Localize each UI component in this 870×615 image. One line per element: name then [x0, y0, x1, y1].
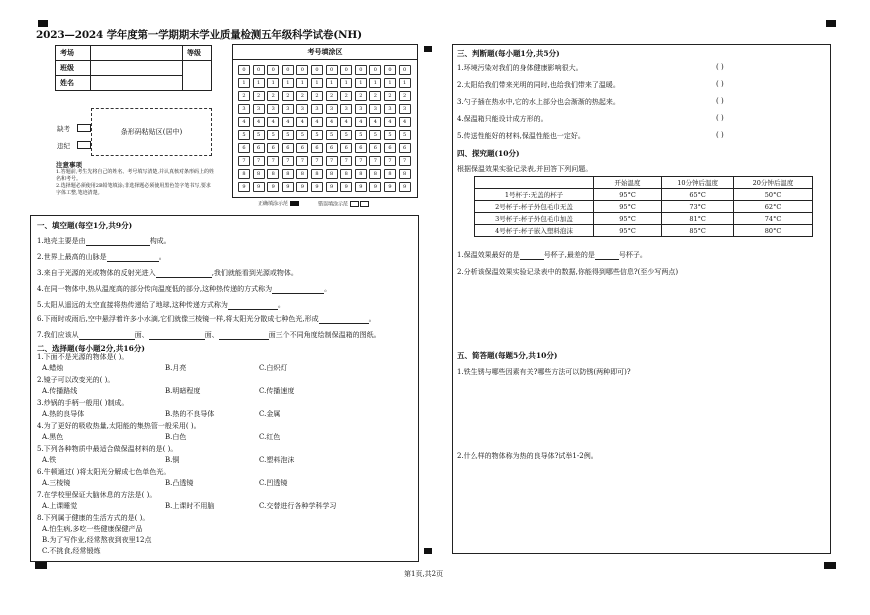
digit-bubble[interactable]: 9: [253, 182, 265, 192]
choice-option[interactable]: A.上课睡觉: [42, 502, 78, 510]
digit-bubble[interactable]: 7: [384, 156, 396, 166]
class-label: 班级: [56, 61, 91, 76]
digit-bubble[interactable]: 8: [326, 169, 338, 179]
section4-intro: 根据保温效果实验记录表,并回答下列问题。: [457, 165, 593, 173]
table-cell: 73°C: [662, 201, 734, 213]
digit-bubble[interactable]: 4: [369, 117, 381, 127]
choice-option[interactable]: A.传播路线: [42, 387, 78, 395]
fold-mark-bottom: [424, 548, 432, 554]
violation-label: 违纪: [57, 142, 70, 150]
digit-bubble[interactable]: 3: [384, 104, 396, 114]
digit-bubble[interactable]: 9: [399, 182, 411, 192]
digit-bubble[interactable]: 1: [369, 78, 381, 88]
section5-heading: 五、简答题(每题5分,共10分): [457, 351, 558, 360]
digit-bubble[interactable]: 6: [296, 143, 308, 153]
candidate-info-table: [55, 45, 212, 91]
fill-question-7: 7.我们应该从 面、 面、 面三个不同角度绘制保温箱的图纸。: [37, 331, 381, 339]
fill-blank[interactable]: [156, 277, 212, 278]
violation-checkbox[interactable]: [77, 141, 91, 149]
choice-option[interactable]: C.白炽灯: [259, 364, 288, 372]
digit-bubble[interactable]: 0: [355, 65, 367, 75]
digit-bubble[interactable]: 5: [282, 130, 294, 140]
digit-column: [339, 65, 353, 195]
digit-bubble[interactable]: 2: [399, 91, 411, 101]
judge-answer-parens[interactable]: ( ): [716, 80, 724, 88]
table-cell: 95°C: [594, 201, 662, 213]
digit-bubble[interactable]: 5: [253, 130, 265, 140]
absent-checkbox[interactable]: [77, 124, 91, 132]
digit-bubble[interactable]: 1: [340, 78, 352, 88]
digit-bubble[interactable]: 2: [340, 91, 352, 101]
choice-question-6: 6.牛顿通过( )将太阳光分解成七色单色光。: [37, 468, 171, 476]
digit-bubble[interactable]: 0: [369, 65, 381, 75]
section1-heading: 一、填空题(每空1分,共9分): [37, 221, 133, 230]
absent-label: 缺考: [57, 125, 70, 133]
wrong-fill-legend: [318, 201, 369, 209]
digit-bubble[interactable]: 9: [355, 182, 367, 192]
table-cell: 80°C: [734, 225, 813, 237]
digit-bubble[interactable]: 4: [253, 117, 265, 127]
digit-bubble[interactable]: 3: [355, 104, 367, 114]
digit-bubble[interactable]: 3: [253, 104, 265, 114]
digit-bubble[interactable]: 2: [253, 91, 265, 101]
barcode-area: 条形码粘贴区(居中): [91, 108, 212, 156]
digit-bubble[interactable]: 8: [355, 169, 367, 179]
choice-option[interactable]: B.白色: [165, 433, 187, 441]
digit-bubble[interactable]: 2: [326, 91, 338, 101]
digit-bubble[interactable]: 7: [399, 156, 411, 166]
fill-question-4: 4.在同一物体中,热从温度高的部分传向温度低的部分,这种热传递的方式称为 。: [37, 285, 332, 293]
digit-bubble[interactable]: 1: [296, 78, 308, 88]
digit-bubble[interactable]: 3: [267, 104, 279, 114]
judge-question-3: 3.勺子插在热水中,它的水上部分也会渐渐的热起来。: [457, 98, 620, 106]
digit-bubble[interactable]: 9: [369, 182, 381, 192]
digit-bubble[interactable]: 9: [296, 182, 308, 192]
judge-answer-parens[interactable]: ( ): [716, 97, 724, 105]
choice-option[interactable]: B.月亮: [165, 364, 187, 372]
digit-bubble[interactable]: 3: [282, 104, 294, 114]
notes-heading: 注意事项: [56, 161, 82, 169]
fill-blank[interactable]: [319, 323, 369, 324]
choice-option[interactable]: A.怕生病,多吃一些健康保健产品: [42, 525, 143, 533]
choice-option[interactable]: C.金属: [259, 410, 281, 418]
digit-column: [237, 65, 251, 195]
choice-option[interactable]: B.为了写作业,经常熬夜到夜里12点: [42, 536, 152, 544]
digit-bubble[interactable]: 0: [238, 65, 250, 75]
digit-bubble[interactable]: 5: [369, 130, 381, 140]
digit-bubble[interactable]: 7: [282, 156, 294, 166]
digit-bubble[interactable]: 1: [326, 78, 338, 88]
digit-bubble[interactable]: 4: [282, 117, 294, 127]
digit-bubble[interactable]: 7: [311, 156, 323, 166]
digit-bubble[interactable]: 3: [296, 104, 308, 114]
digit-bubble[interactable]: 0: [311, 65, 323, 75]
choice-question-1: 1.下面不是光源的物体是( )。: [37, 353, 129, 361]
section2-heading: 二、选择题(每小题2分,共16分): [37, 344, 145, 353]
choice-option[interactable]: B.凸透镜: [165, 479, 194, 487]
digit-bubble[interactable]: 0: [253, 65, 265, 75]
fill-blank[interactable]: [272, 293, 324, 294]
digit-bubble[interactable]: 4: [355, 117, 367, 127]
digit-bubble[interactable]: 5: [355, 130, 367, 140]
digit-bubble[interactable]: 0: [282, 65, 294, 75]
table-row: [475, 201, 813, 213]
fill-question-5: 5.太阳从遥远的太空直接将热传递给了地球,这种传递方式称为 。: [37, 301, 285, 309]
choice-question-4: 4.为了更好的吸收热量,太阳能的集热管一般采用( )。: [37, 422, 201, 430]
digit-bubble[interactable]: 1: [399, 78, 411, 88]
fill-question-2: 2.世界上最高的山脉是 。: [37, 253, 166, 261]
short-answer-question-2: 2.什么样的物体称为热的良导体?试举1-2例。: [457, 452, 598, 460]
choice-option[interactable]: C.塑料泡沫: [259, 456, 295, 464]
choice-option[interactable]: A.铁: [42, 456, 57, 464]
choice-option[interactable]: A.三棱镜: [42, 479, 71, 487]
digit-bubble[interactable]: 7: [355, 156, 367, 166]
digit-column: [325, 65, 339, 195]
choice-question-8: 8.下列属于健康的生活方式的是( )。: [37, 514, 150, 522]
wrong-fill-sample-2: [360, 201, 369, 207]
class-field[interactable]: [91, 61, 183, 76]
short-answer-question-1: 1.铁生锈与哪些因素有关?哪些方法可以防锈(两种即可)?: [457, 368, 631, 376]
grade-level-field[interactable]: [183, 61, 212, 91]
judge-answer-parens[interactable]: ( ): [716, 114, 724, 122]
notes-line-2: 2.选择题必须使用2B铅笔填涂;非选择题必须使用黑色签字笔书写,要求字体工整,笔迹清楚。: [56, 183, 211, 196]
choice-option[interactable]: C.红色: [259, 433, 281, 441]
judge-question-4: 4.保温箱只能设计成方形的。: [457, 115, 548, 123]
fill-question-6: 6.下雨时或雨后,空中悬浮着许多小水滴,它们就像三棱镜一样,将太阳光分散成七种色光,形成 。: [37, 315, 376, 323]
exam-number-area: [232, 44, 418, 198]
table-row: [475, 189, 813, 201]
digit-bubble[interactable]: 8: [399, 169, 411, 179]
digit-bubble[interactable]: 0: [399, 65, 411, 75]
digit-bubble[interactable]: 7: [296, 156, 308, 166]
digit-bubble[interactable]: 8: [384, 169, 396, 179]
judge-question-2: 2.太阳给我们带来光明的同时,也给我们带来了温暖。: [457, 81, 620, 89]
digit-column: [368, 65, 382, 195]
digit-bubble[interactable]: 4: [326, 117, 338, 127]
digit-bubble[interactable]: 9: [384, 182, 396, 192]
digit-bubble[interactable]: 3: [399, 104, 411, 114]
digit-bubble[interactable]: 6: [340, 143, 352, 153]
digit-bubble[interactable]: 6: [384, 143, 396, 153]
corner-mark-bottom-right: [824, 562, 836, 569]
table-cell: 1号杯子:无盖的杯子: [475, 189, 594, 201]
fill-question-1: 1.地壳主要是由 构成。: [37, 237, 171, 245]
digit-bubble[interactable]: 2: [311, 91, 323, 101]
table-cell: 2号杯子:杯子外包毛巾无盖: [475, 201, 594, 213]
digit-bubble[interactable]: 4: [267, 117, 279, 127]
digit-bubble[interactable]: 8: [238, 169, 250, 179]
fill-question-3: 3.来自于光源的光或物体的反射光进入 ,我们就能看到光源或物体。: [37, 269, 298, 277]
digit-bubble[interactable]: 8: [253, 169, 265, 179]
table-cell: 3号杯子:杯子外包毛巾加盖: [475, 213, 594, 225]
table-header-cell: 20分钟后温度: [734, 177, 813, 189]
digit-column: [295, 65, 309, 195]
choice-option[interactable]: A.蜡烛: [42, 364, 64, 372]
table-cell: 4号杯子:杯子嵌入塑料泡沫: [475, 225, 594, 237]
choice-option[interactable]: B.铜: [165, 456, 180, 464]
explore-question-1: 1.保温效果最好的是 号杯子,最差的是 号杯子。: [457, 251, 647, 259]
wrong-fill-sample-1: [350, 201, 359, 207]
fill-blank[interactable]: [107, 261, 159, 262]
digit-bubble[interactable]: 0: [267, 65, 279, 75]
choice-question-7: 7.在学校里保证大脑休息的方法是( )。: [37, 491, 157, 499]
digit-bubble[interactable]: 3: [311, 104, 323, 114]
digit-bubble[interactable]: 1: [238, 78, 250, 88]
digit-column: [398, 65, 412, 195]
table-header-cell: 开始温度: [594, 177, 662, 189]
digit-bubble[interactable]: 6: [369, 143, 381, 153]
digit-bubble[interactable]: 8: [267, 169, 279, 179]
judge-answer-parens[interactable]: ( ): [716, 63, 724, 71]
fill-blank[interactable]: [520, 259, 544, 260]
digit-bubble[interactable]: 8: [282, 169, 294, 179]
fill-blank[interactable]: [219, 339, 269, 340]
section3-heading: 三、判断题(每小题1分,共5分): [457, 49, 560, 58]
digit-bubble[interactable]: 3: [238, 104, 250, 114]
digit-bubble[interactable]: 1: [355, 78, 367, 88]
wrong-fill-label: 错误填涂示范: [318, 201, 349, 208]
correct-fill-legend: [258, 201, 299, 208]
choice-option[interactable]: A.热的良导体: [42, 410, 85, 418]
judge-question-5: 5.传送性能好的材料,保温性能也一定好。: [457, 132, 585, 140]
digit-bubble[interactable]: 9: [238, 182, 250, 192]
fill-blank[interactable]: [79, 339, 135, 340]
choice-question-2: 2.镜子可以改变光的( )。: [37, 376, 115, 384]
corner-mark-bottom-left: [35, 562, 47, 569]
choice-option[interactable]: C.交替进行各种学科学习: [259, 502, 337, 510]
digit-bubble[interactable]: 5: [267, 130, 279, 140]
digit-column: [252, 65, 266, 195]
digit-bubble[interactable]: 4: [399, 117, 411, 127]
correct-fill-sample: [290, 201, 299, 206]
choice-option[interactable]: B.上课时不用脑: [165, 502, 215, 510]
digit-bubble[interactable]: 5: [326, 130, 338, 140]
explore-question-2: 2.分析该保温效果实验记录表中的数据,你能得到哪些信息?(至少写两点): [457, 268, 679, 276]
digit-bubble[interactable]: 0: [384, 65, 396, 75]
digit-bubble[interactable]: 5: [384, 130, 396, 140]
digit-column: [383, 65, 397, 195]
digit-bubble[interactable]: 5: [238, 130, 250, 140]
digit-bubble[interactable]: 2: [267, 91, 279, 101]
table-cell: 95°C: [594, 225, 662, 237]
table-cell: 62°C: [734, 201, 813, 213]
digit-bubble[interactable]: 6: [399, 143, 411, 153]
digit-bubble[interactable]: 7: [253, 156, 265, 166]
digit-bubble[interactable]: 9: [340, 182, 352, 192]
choice-option[interactable]: B.明暗程度: [165, 387, 201, 395]
fold-mark-top: [424, 46, 432, 52]
digit-bubble[interactable]: 2: [369, 91, 381, 101]
choice-option[interactable]: C.不挑食,经常锻炼: [42, 547, 101, 555]
digit-bubble[interactable]: 9: [311, 182, 323, 192]
digit-bubble[interactable]: 7: [326, 156, 338, 166]
table-cell: 81°C: [662, 213, 734, 225]
corner-mark-top-left: [38, 20, 48, 27]
digit-bubble[interactable]: 6: [355, 143, 367, 153]
digit-column: [281, 65, 295, 195]
name-field[interactable]: [91, 76, 183, 91]
digit-bubble[interactable]: 8: [311, 169, 323, 179]
digit-bubble[interactable]: 9: [282, 182, 294, 192]
digit-bubble[interactable]: 8: [369, 169, 381, 179]
digit-bubble[interactable]: 5: [340, 130, 352, 140]
digit-column: [310, 65, 324, 195]
page-title: 2023—2024 学年度第一学期期末学业质量检测五年级科学试卷(NH): [36, 29, 362, 41]
fill-blank[interactable]: [149, 339, 205, 340]
digit-bubble[interactable]: 1: [267, 78, 279, 88]
digit-bubble[interactable]: 9: [267, 182, 279, 192]
digit-bubble[interactable]: 8: [296, 169, 308, 179]
exam-room-label: 考场: [56, 46, 91, 61]
digit-bubble[interactable]: 3: [326, 104, 338, 114]
exam-room-field[interactable]: [91, 46, 183, 61]
digit-bubble[interactable]: 0: [340, 65, 352, 75]
insulation-record-table: [474, 176, 813, 237]
digit-bubble[interactable]: 6: [311, 143, 323, 153]
table-cell: 95°C: [594, 213, 662, 225]
digit-bubble[interactable]: 5: [311, 130, 323, 140]
digit-bubble[interactable]: 7: [238, 156, 250, 166]
digit-bubble[interactable]: 6: [238, 143, 250, 153]
choice-option[interactable]: B.热的不良导体: [165, 410, 215, 418]
digit-bubble[interactable]: 2: [282, 91, 294, 101]
choice-question-5: 5.下列各种物质中最适合做保温材料的是( )。: [37, 445, 178, 453]
notes-line-1: 1.答题前,考生先将自己的姓名、考号填写清楚,并认真核对条形码上的姓名和考号。: [56, 169, 214, 182]
digit-bubble[interactable]: 6: [282, 143, 294, 153]
digit-bubble[interactable]: 5: [296, 130, 308, 140]
fill-blank[interactable]: [86, 245, 150, 246]
digit-bubble[interactable]: 2: [384, 91, 396, 101]
table-header-cell: [475, 177, 594, 189]
correct-fill-label: 正确填涂示范: [258, 201, 289, 207]
digit-bubble[interactable]: 6: [267, 143, 279, 153]
digit-bubble[interactable]: 7: [340, 156, 352, 166]
digit-column: [354, 65, 368, 195]
digit-bubble[interactable]: 4: [238, 117, 250, 127]
digit-bubble[interactable]: 6: [253, 143, 265, 153]
judge-answer-parens[interactable]: ( ): [716, 131, 724, 139]
fill-blank[interactable]: [595, 259, 619, 260]
table-cell: 65°C: [662, 189, 734, 201]
table-row: [475, 213, 813, 225]
table-cell: 50°C: [734, 189, 813, 201]
table-cell: 74°C: [734, 213, 813, 225]
exam-number-heading: 考号填涂区: [233, 45, 417, 60]
choice-question-3: 3.炒锅的手柄一般用( )制成。: [37, 399, 129, 407]
fill-blank[interactable]: [228, 309, 278, 310]
digit-bubble[interactable]: 2: [238, 91, 250, 101]
table-cell: 95°C: [594, 189, 662, 201]
digit-bubble[interactable]: 4: [311, 117, 323, 127]
table-header-cell: 10分钟后温度: [662, 177, 734, 189]
table-row: [475, 225, 813, 237]
digit-bubble[interactable]: 4: [296, 117, 308, 127]
name-label: 姓名: [56, 76, 91, 91]
digit-bubble[interactable]: 7: [369, 156, 381, 166]
digit-bubble[interactable]: 2: [355, 91, 367, 101]
grade-level-label: 等级: [183, 46, 212, 61]
section4-heading: 四、探究题(10分): [457, 149, 520, 158]
digit-bubble[interactable]: 0: [296, 65, 308, 75]
digit-bubble[interactable]: 1: [384, 78, 396, 88]
digit-bubble[interactable]: 6: [326, 143, 338, 153]
choice-option[interactable]: C.传播速度: [259, 387, 295, 395]
notes: [56, 160, 214, 197]
digit-bubble[interactable]: 4: [384, 117, 396, 127]
corner-mark-top-right: [826, 20, 836, 27]
digit-column: [266, 65, 280, 195]
digit-bubble[interactable]: 8: [340, 169, 352, 179]
digit-bubble[interactable]: 1: [311, 78, 323, 88]
digit-bubble[interactable]: 3: [340, 104, 352, 114]
digit-bubble[interactable]: 2: [296, 91, 308, 101]
digit-bubble[interactable]: 0: [326, 65, 338, 75]
page-footer: 第1页,共2页: [404, 570, 444, 578]
digit-bubble[interactable]: 1: [282, 78, 294, 88]
digit-bubble[interactable]: 5: [399, 130, 411, 140]
digit-bubble[interactable]: 9: [326, 182, 338, 192]
choice-option[interactable]: A.黑色: [42, 433, 64, 441]
table-cell: 85°C: [662, 225, 734, 237]
digit-bubble[interactable]: 4: [340, 117, 352, 127]
digit-bubble[interactable]: 7: [267, 156, 279, 166]
digit-bubble[interactable]: 1: [253, 78, 265, 88]
judge-question-1: 1.环境污染对我们的身体健康影响很大。: [457, 64, 583, 72]
choice-option[interactable]: C.凹透镜: [259, 479, 288, 487]
digit-bubble[interactable]: 3: [369, 104, 381, 114]
